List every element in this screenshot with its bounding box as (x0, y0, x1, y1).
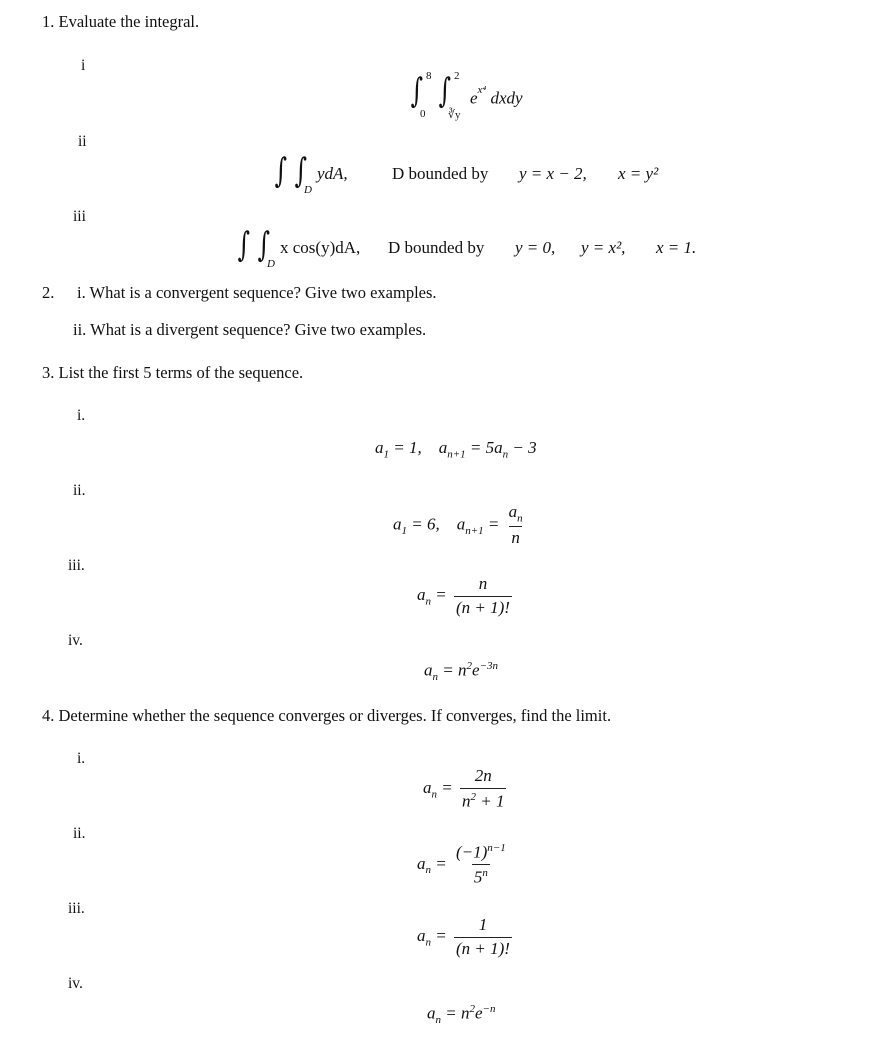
problem-3-heading: 3. List the first 5 terms of the sequence. (42, 363, 304, 382)
integral-sign: ∫ (410, 71, 424, 111)
part-label: i. (77, 750, 86, 767)
integral-sign: ∫ (274, 151, 288, 191)
integral-sign: ∫ (438, 71, 452, 111)
problem-number: 2. (42, 283, 55, 302)
part-label: iii. (68, 900, 85, 917)
math-expression-4ii: $a_n$ = $\frac{(-1)^{n-1}}{5^n}$ (417, 842, 506, 887)
problem-1-heading (42, 12, 199, 32)
part-label: ii. (73, 825, 86, 842)
math-expression-4i: $a_n$ = $\frac{2n}{n^2 + 1}$ (423, 766, 505, 811)
question-2ii: ii. What is a divergent sequence? Give two examples. (73, 320, 427, 339)
problem-number: 1. (42, 12, 55, 31)
math-expression-3ii: $a_1 = 6$, $a_{n+1}$ = $\frac{a_n}{n}$ (393, 502, 523, 548)
math-expression-3iii: $a_n$ = $\frac{n}{(n + 1)!}$ (417, 574, 510, 617)
math-expression-4iv: $a_n = n^2e^{-n}$ (427, 1003, 496, 1027)
part-label: iii. (68, 557, 85, 574)
part-label: iv. (68, 632, 83, 649)
math-expression-3i: $a_1 = 1$, $a_{n+1} = 5a_n - 3$ (375, 438, 537, 461)
problem-prompt: Evaluate the integral. (58, 12, 200, 31)
math-expression-1iii: ∫ ∫ D x cos(y)dA, D bounded by y = 0, y = x², x = 1. (237, 225, 697, 270)
part-label: i. (77, 407, 86, 424)
part-label: ii (78, 133, 87, 150)
math-expression-1ii: ∫ ∫ D ydA, D bounded by y = x − 2, x = y² (274, 151, 659, 196)
part-label: iii (73, 208, 86, 225)
part-label: i (81, 57, 86, 74)
problem-4-heading: 4. Determine whether the sequence converges or diverges. If converges, find the limit. (42, 706, 612, 725)
integral-sign: ∫ (237, 225, 251, 265)
math-expression-4iii: $a_n$ = $\frac{1}{(n + 1)!}$ (417, 915, 510, 958)
part-label: ii. (73, 482, 86, 499)
integral-sign: ∫ (257, 225, 271, 265)
math-expression-3iv: $a_n = n^2e^{-3n}$ (424, 660, 498, 684)
question-2i: i. What is a convergent sequence? Give two examples. (77, 283, 437, 302)
part-label: iv. (68, 975, 83, 992)
math-expression-1i: ∫ 8 0 ∫ 2 ∛y $e^{x^4}$ dxdy (410, 70, 523, 121)
integral-sign: ∫ (294, 151, 308, 191)
